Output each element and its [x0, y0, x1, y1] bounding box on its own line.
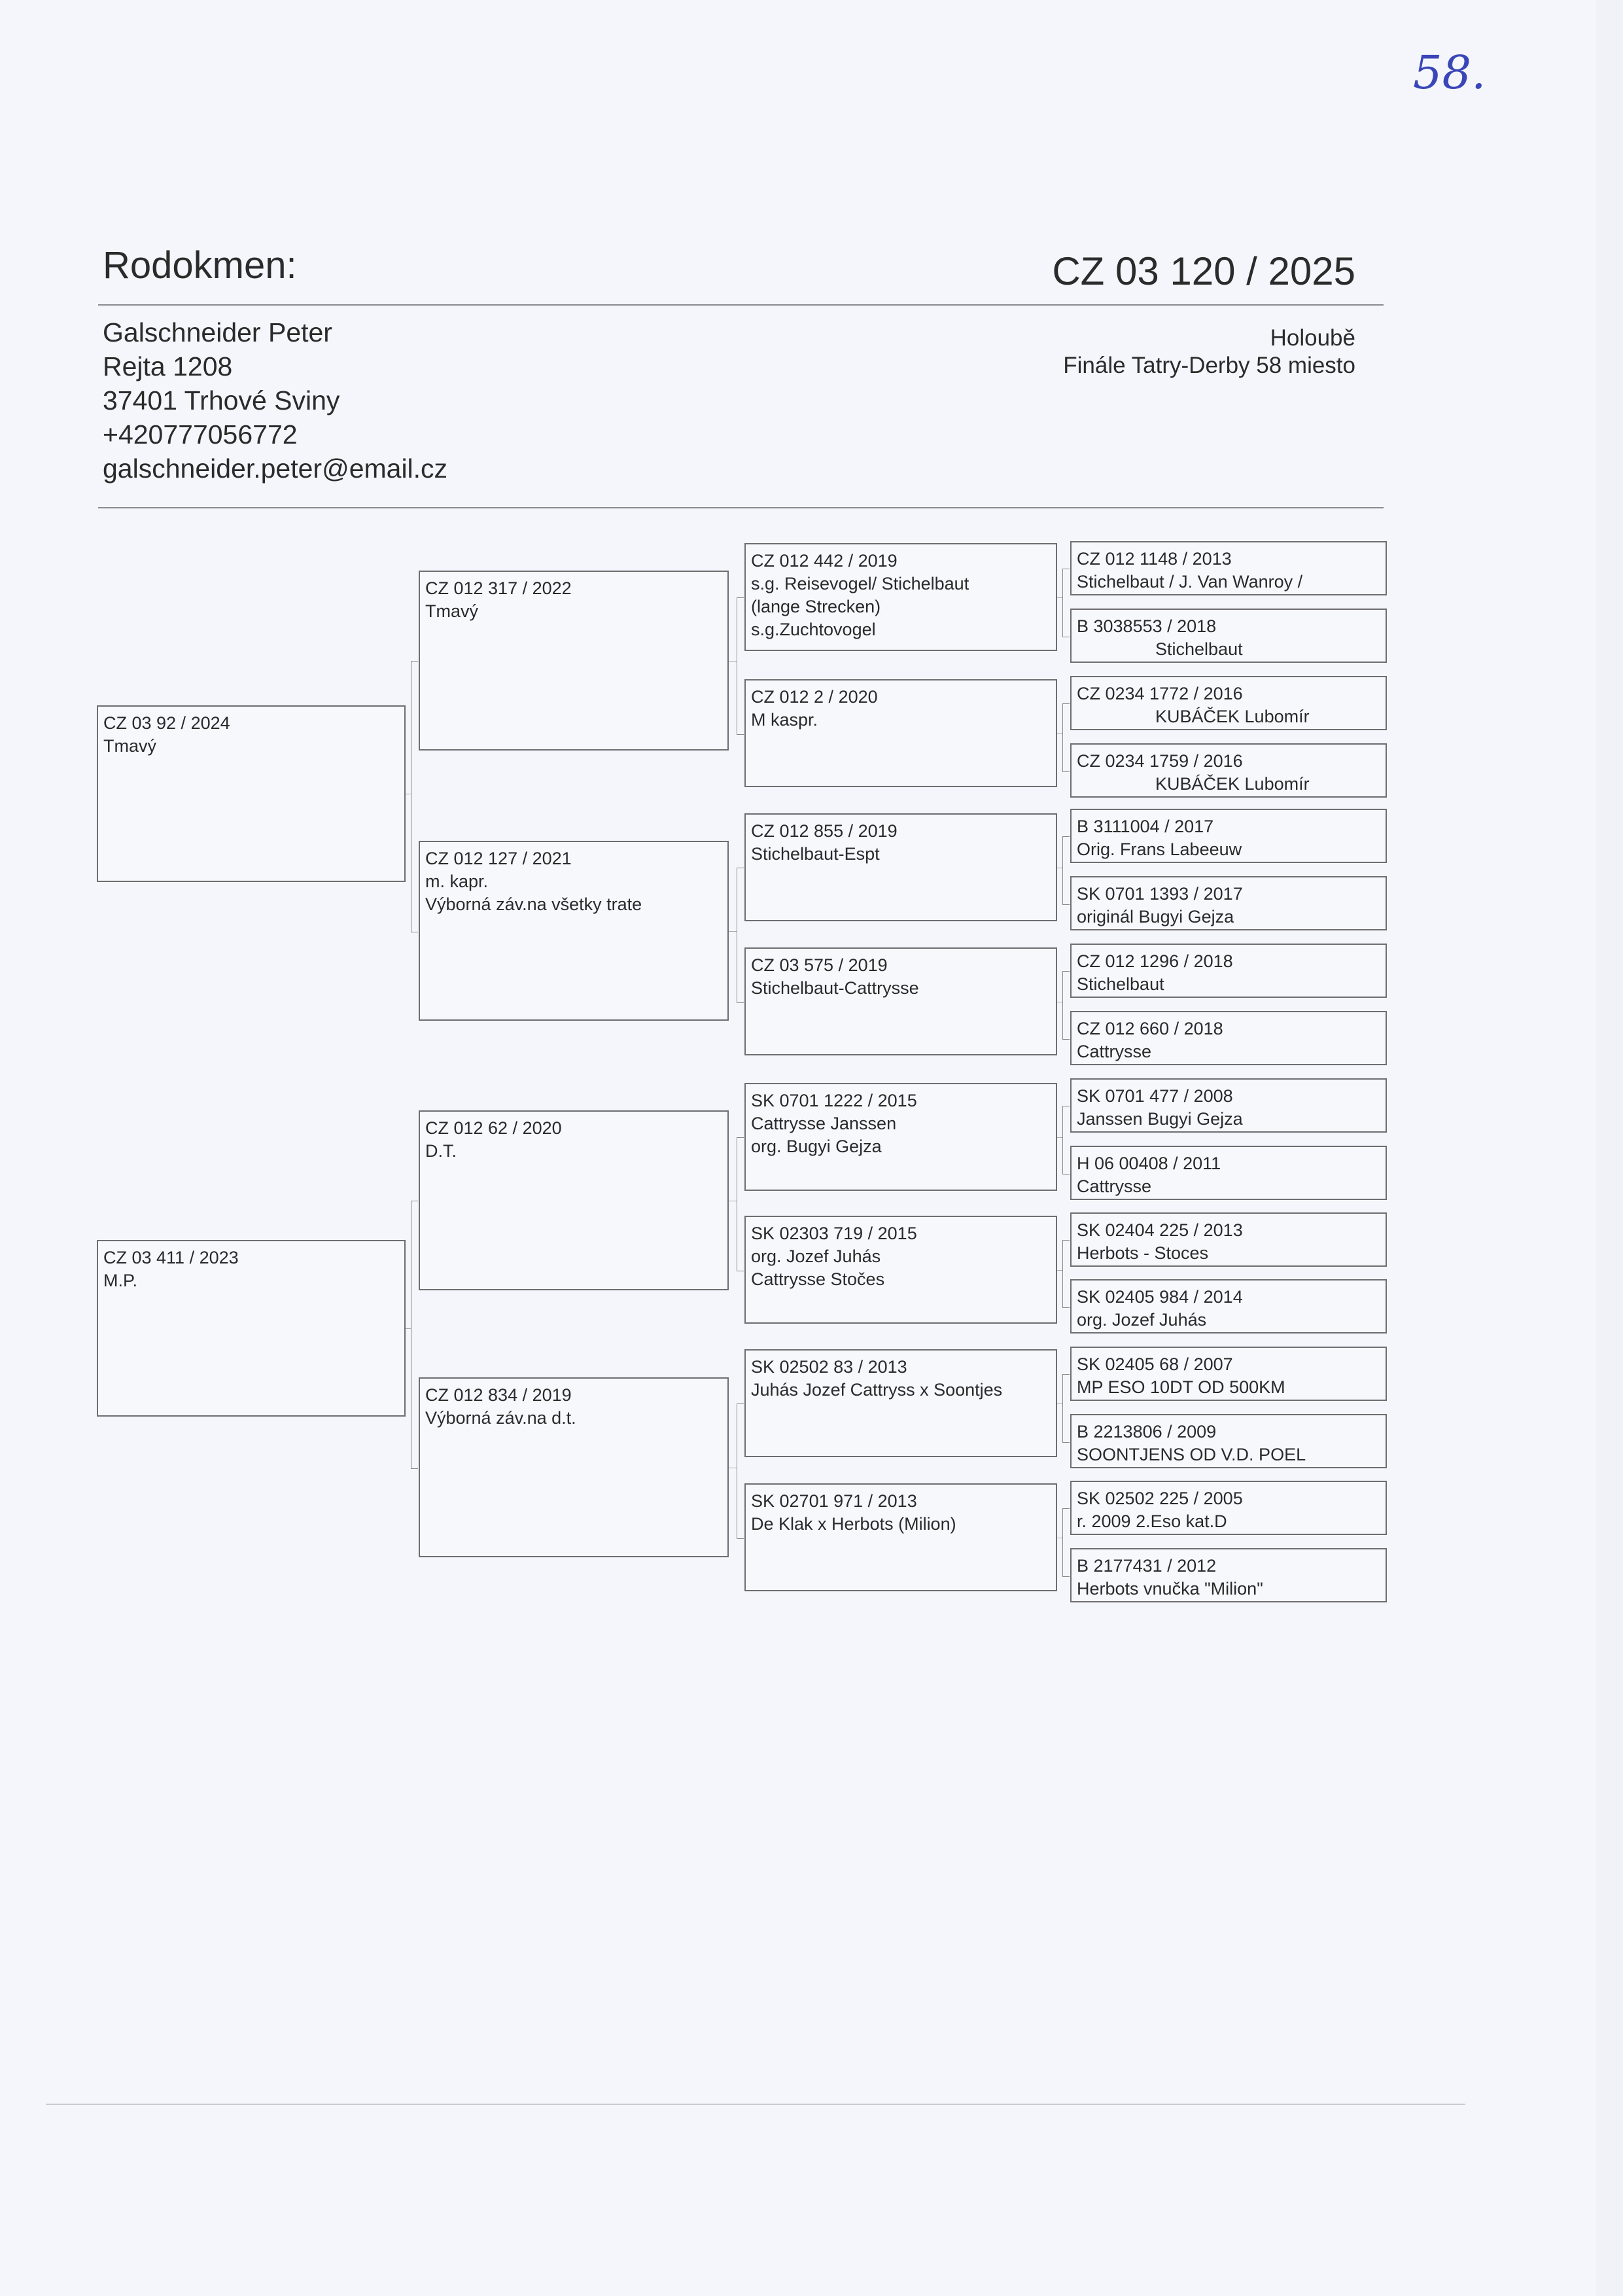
- detail-line: org. Jozef Juhás: [751, 1246, 881, 1266]
- detail-line: SOONTJENS OD V.D. POEL: [1077, 1445, 1306, 1464]
- ring-label: SK 0701 477 / 2008: [1077, 1086, 1233, 1106]
- header-rule: [98, 304, 1384, 306]
- owner-street: Rejta 1208: [103, 351, 233, 381]
- owner-block: [103, 315, 447, 486]
- gen4-box: [1070, 541, 1387, 595]
- detail-line: r. 2009 2.Eso kat.D: [1077, 1511, 1227, 1531]
- detail-line: Cattrysse Stočes: [751, 1269, 885, 1289]
- ring-label: CZ 03 575 / 2019: [751, 955, 888, 975]
- gen4-box: [1070, 1212, 1387, 1267]
- gen4-box: [1070, 944, 1387, 998]
- ring-number: CZ 03 120 / 2025: [1052, 249, 1355, 293]
- detail-line: Cattrysse Janssen: [751, 1114, 897, 1133]
- ring-label: SK 02701 971 / 2013: [751, 1491, 917, 1511]
- pedigree-connector: [1062, 836, 1070, 905]
- gen1-box: [97, 1240, 406, 1417]
- ring-label: B 3038553 / 2018: [1077, 616, 1217, 636]
- detail-line: Orig. Frans Labeeuw: [1077, 839, 1242, 859]
- pedigree-connector: [1062, 1508, 1070, 1577]
- ring-label: SK 02303 719 / 2015: [751, 1224, 917, 1243]
- pedigree-connector: [411, 1201, 418, 1469]
- detail-line: Cattrysse: [1077, 1042, 1152, 1061]
- gen4-box: [1070, 676, 1387, 730]
- gen1-box: [97, 705, 406, 882]
- gen4-box: [1070, 609, 1387, 663]
- gen4-box: [1070, 809, 1387, 863]
- pedigree-connector-stem: [1057, 1270, 1062, 1271]
- ring-label: CZ 012 62 / 2020: [425, 1118, 562, 1138]
- pedigree-connector: [411, 661, 418, 932]
- ring-label: SK 02404 225 / 2013: [1077, 1220, 1243, 1240]
- ring-label: CZ 012 127 / 2021: [425, 849, 572, 868]
- detail-line: m. kapr.: [425, 872, 489, 891]
- detail-line: Tmavý: [103, 736, 156, 756]
- detail-line: s.g.Zuchtovogel: [751, 620, 876, 639]
- detail-line: Juhás Jozef Cattryss x Soontjes: [751, 1380, 1003, 1400]
- ring-label: CZ 03 411 / 2023: [103, 1248, 239, 1267]
- pedigree-connector-stem: [729, 931, 737, 932]
- detail-line: originál Bugyi Gejza: [1077, 907, 1234, 927]
- gen2-box: [419, 1377, 729, 1557]
- gen4-box: [1070, 1279, 1387, 1333]
- gen4-box: [1070, 1347, 1387, 1401]
- detail-line: MP ESO 10DT OD 500KM: [1077, 1377, 1285, 1397]
- ring-label: CZ 012 855 / 2019: [751, 821, 898, 841]
- gen4-box: [1070, 743, 1387, 798]
- detail-line: KUBÁČEK Lubomír: [1155, 707, 1310, 726]
- gen3-box: [744, 543, 1057, 651]
- detail-line: D.T.: [425, 1141, 457, 1161]
- ring-label: SK 02502 83 / 2013: [751, 1357, 907, 1377]
- pedigree-connector: [737, 1137, 744, 1271]
- ring-label: B 2177431 / 2012: [1077, 1556, 1217, 1576]
- gen3-box: [744, 679, 1057, 787]
- pedigree-connector: [1062, 703, 1070, 772]
- gen2-box: [419, 1110, 729, 1290]
- gen3-box: [744, 1483, 1057, 1591]
- owner-email: galschneider.peter@email.cz: [103, 453, 448, 484]
- owner-phone: +420777056772: [103, 419, 298, 450]
- gen4-box: [1070, 1548, 1387, 1602]
- pedigree-connector: [1062, 569, 1070, 637]
- ring-label: SK 0701 1393 / 2017: [1077, 884, 1243, 904]
- handwritten-page-mark: 58.: [1413, 46, 1486, 99]
- info-line-2: Finále Tatry-Derby 58 miesto: [1063, 353, 1355, 378]
- detail-line: Stichelbaut-Espt: [751, 844, 880, 864]
- pedigree-connector: [1062, 1106, 1070, 1174]
- pedigree-connector: [1062, 1374, 1070, 1443]
- gen3-box: [744, 1083, 1057, 1191]
- gen4-box: [1070, 876, 1387, 930]
- ring-label: SK 02405 984 / 2014: [1077, 1287, 1243, 1307]
- gen4-box: [1070, 1414, 1387, 1468]
- ring-label: CZ 012 317 / 2022: [425, 578, 572, 598]
- detail-line: Janssen Bugyi Gejza: [1077, 1109, 1243, 1129]
- ring-label: CZ 012 834 / 2019: [425, 1385, 572, 1405]
- gen3-box: [744, 1216, 1057, 1324]
- pedigree-connector: [1062, 971, 1070, 1040]
- gen2-box: [419, 571, 729, 751]
- pedigree-connector-stem: [1057, 1137, 1062, 1138]
- gen2-box: [419, 841, 729, 1021]
- owner-rule: [98, 507, 1384, 508]
- detail-line: Herbots - Stoces: [1077, 1243, 1209, 1263]
- pedigree-connector-stem: [406, 1328, 411, 1329]
- ring-label: SK 0701 1222 / 2015: [751, 1091, 917, 1110]
- detail-line: org. Jozef Juhás: [1077, 1310, 1207, 1330]
- detail-line: s.g. Reisevogel/ Stichelbaut: [751, 574, 969, 593]
- detail-line: KUBÁČEK Lubomír: [1155, 774, 1310, 794]
- ring-label: CZ 012 1296 / 2018: [1077, 951, 1233, 971]
- ring-label: SK 02502 225 / 2005: [1077, 1489, 1243, 1508]
- info-line-1: Holoubě: [1270, 325, 1355, 351]
- ring-label: CZ 03 92 / 2024: [103, 713, 230, 733]
- detail-line: Stichelbaut / J. Van Wanroy /: [1077, 572, 1303, 592]
- page-title: Rodokmen:: [103, 244, 297, 287]
- info-block: [1063, 325, 1355, 380]
- pedigree-connector: [737, 1404, 744, 1539]
- detail-line: De Klak x Herbots (Milion): [751, 1514, 956, 1534]
- detail-line: org. Bugyi Gejza: [751, 1137, 882, 1156]
- detail-line: (lange Strecken): [751, 597, 881, 616]
- detail-line: Výborná záv.na d.t.: [425, 1408, 576, 1428]
- ring-label: CZ 012 2 / 2020: [751, 687, 878, 707]
- gen4-box: [1070, 1481, 1387, 1535]
- detail-line: Stichelbaut: [1155, 639, 1243, 659]
- detail-line: Herbots vnučka "Milion": [1077, 1579, 1263, 1598]
- ring-label: CZ 012 660 / 2018: [1077, 1019, 1223, 1038]
- detail-line: Tmavý: [425, 601, 478, 621]
- gen3-box: [744, 813, 1057, 921]
- footer-rule: [46, 2104, 1465, 2105]
- gen4-box: [1070, 1146, 1387, 1200]
- ring-label: B 3111004 / 2017: [1077, 817, 1214, 836]
- ring-label: SK 02405 68 / 2007: [1077, 1354, 1233, 1374]
- detail-line: Cattrysse: [1077, 1176, 1152, 1196]
- ring-label: H 06 00408 / 2011: [1077, 1154, 1221, 1173]
- owner-name: Galschneider Peter: [103, 317, 332, 347]
- pedigree-connector: [1062, 1240, 1070, 1308]
- ring-label: CZ 0234 1772 / 2016: [1077, 684, 1243, 703]
- detail-line: Výborná záv.na všetky trate: [425, 894, 642, 914]
- ring-label: CZ 012 1148 / 2013: [1077, 549, 1232, 569]
- detail-line: M kaspr.: [751, 710, 818, 730]
- owner-city: 37401 Trhové Sviny: [103, 385, 340, 415]
- ring-label: CZ 012 442 / 2019: [751, 551, 898, 571]
- pedigree-connector: [737, 597, 744, 735]
- pedigree-connector-stem: [729, 661, 737, 662]
- pedigree-connector: [737, 868, 744, 1003]
- gen3-box: [744, 947, 1057, 1055]
- detail-line: Stichelbaut-Cattrysse: [751, 978, 919, 998]
- gen4-box: [1070, 1078, 1387, 1133]
- ring-label: CZ 0234 1759 / 2016: [1077, 751, 1243, 771]
- detail-line: M.P.: [103, 1271, 138, 1290]
- pedigree-connector-stem: [1057, 597, 1062, 598]
- gen3-box: [744, 1349, 1057, 1457]
- ring-label: B 2213806 / 2009: [1077, 1422, 1217, 1441]
- detail-line: Stichelbaut: [1077, 974, 1164, 994]
- gen4-box: [1070, 1011, 1387, 1065]
- pedigree-connector-stem: [1057, 733, 1062, 734]
